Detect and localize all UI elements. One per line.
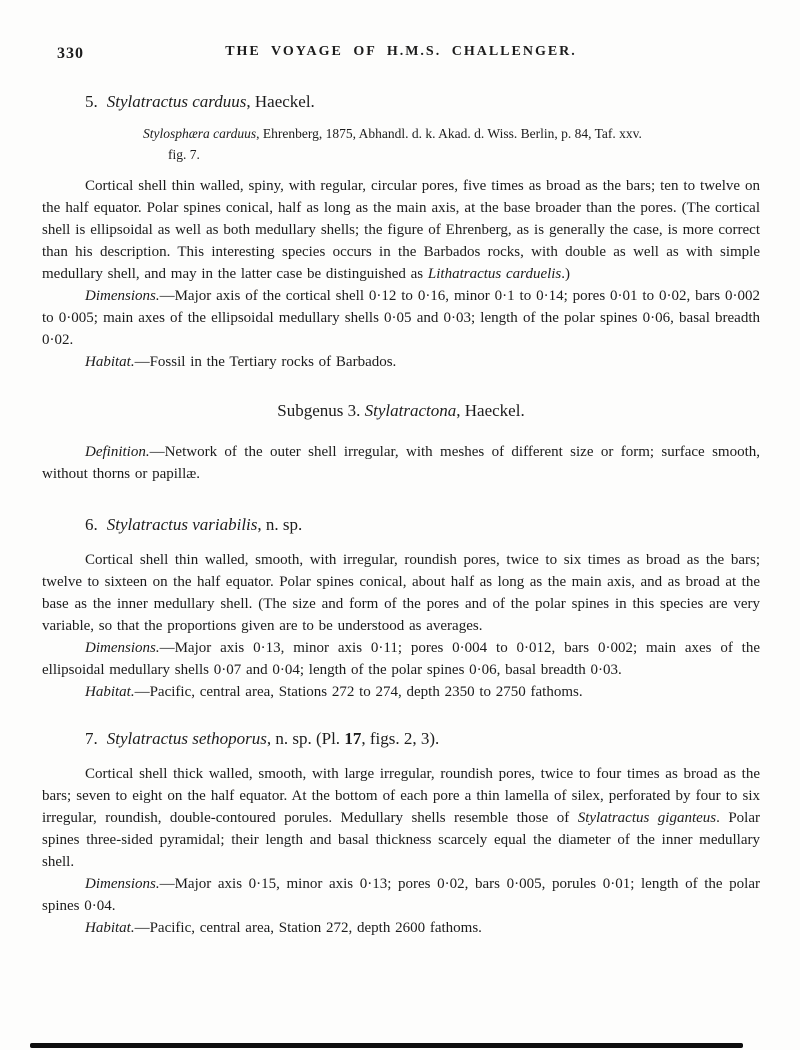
species-7-name: Stylatractus sethoporus — [106, 729, 267, 748]
dimensions-text: —Major axis 0·13, minor axis 0·11; pores 0·004 to 0·012, bars 0·002; main axes of the ellipsoidal medullary shells 0·07 and 0·04; length of the polar spines 0·06, basal breadth 0·03. — [42, 640, 760, 678]
species-6-heading — [42, 513, 760, 537]
dimensions-label: Dimensions. — [85, 876, 160, 892]
plate-number: 17 — [344, 729, 362, 748]
species-5-name: Stylatractus carduus — [106, 92, 247, 111]
description-text-end: . Polar spines three-sided pyramidal; their length and basal thickness scarcely equal the diameter of the inner medullary shell. — [42, 810, 760, 870]
species-5-dimensions — [42, 285, 760, 351]
species-7-plate-ref: , n. sp. (Pl. — [266, 729, 345, 748]
definition-text: —Network of the outer shell irregular, with meshes of different size or form; surface smooth, without thorns or papillæ. — [42, 444, 760, 482]
species-7-habitat — [42, 917, 760, 939]
description-text: Cortical shell thin walled, spiny, with regular, circular pores, five times as broad as the bars; ten to twelve on the half equator. Polar spines conical, half as long as the main axis, at the base broader than the pores. (The cortical shell is ellipsoidal as well as both medullary shells; the figure of Ehrenberg, as is generally the case, is more correct than his description. This interesting species occurs in the Barbados rocks, with double as well as with simple medullary shell, and may in the latter case be distinguished as — [42, 178, 760, 282]
scan-artifact-bar — [30, 1043, 743, 1048]
running-head: THE VOYAGE OF H.M.S. CHALLENGER. — [225, 44, 577, 59]
subgenus-definition — [42, 441, 760, 485]
habitat-text: —Fossil in the Tertiary rocks of Barbados. — [134, 354, 397, 370]
description-text-end: .) — [561, 266, 571, 282]
dimensions-label: Dimensions. — [85, 288, 160, 304]
page-header — [42, 44, 760, 64]
species-6-number: 6. — [85, 515, 98, 534]
species-5-habitat — [42, 351, 760, 373]
species-6-habitat — [42, 681, 760, 703]
description-text: Cortical shell thick walled, smooth, with large irregular, roundish pores, twice to four times as broad as the bars; seven to eight on the half equator. At the bottom of each pore a thin lamella of silex, perforated by four to six irregular, roundish, double-contoured porules. Medullary shells resemble those of — [42, 766, 760, 826]
dimensions-text: —Major axis of the cortical shell 0·12 to 0·16, minor 0·1 to 0·14; pores 0·01 to 0·02, bars 0·002 to 0·005; main axes of the ellipsoidal medullary shells 0·05 and 0·03; length of the polar spines 0·06, basal breadth 0·02. — [42, 288, 760, 348]
subgenus-author: , Haeckel. — [456, 401, 525, 420]
species-6-description: Cortical shell thin walled, smooth, with irregular, roundish pores, twice to six times as broad as the bars; twelve to sixteen on the half equator. Polar spines conical, about half as long as the main axis, and as broad at the base as the inner medullary shell. (The size and form of the pores and of the polar spines in this species are very variable, so that the proportions given are to be understood as averages. — [42, 552, 760, 634]
citation-line-1 — [143, 123, 760, 144]
page-number: 330 — [57, 45, 84, 62]
citation-line-2: fig. 7. — [168, 147, 200, 162]
species-7-dimensions — [42, 873, 760, 917]
species-5-author: , Haeckel. — [246, 92, 315, 111]
species-6-name: Stylatractus variabilis — [106, 515, 258, 534]
habitat-label: Habitat. — [85, 920, 135, 936]
referenced-species-name: Lithatractus carduelis — [427, 266, 562, 282]
referenced-species-name: Stylatractus giganteus — [577, 810, 717, 826]
definition-label: Definition. — [85, 444, 150, 460]
habitat-label: Habitat. — [85, 354, 135, 370]
dimensions-label: Dimensions. — [85, 640, 160, 656]
species-5-citation — [143, 123, 760, 165]
species-5-heading — [42, 90, 760, 114]
subgenus-label: Subgenus 3. — [277, 401, 361, 420]
species-5-description — [42, 175, 760, 285]
species-6-author: , n. sp. — [257, 515, 303, 534]
species-7-heading — [42, 727, 760, 751]
species-5-number: 5. — [85, 92, 98, 111]
habitat-text: —Pacific, central area, Station 272, depth 2600 fathoms. — [134, 920, 482, 936]
species-7-number: 7. — [85, 729, 98, 748]
species-6-dimensions — [42, 637, 760, 681]
subgenus-name: Stylatractona — [364, 401, 457, 420]
habitat-label: Habitat. — [85, 684, 135, 700]
subgenus-heading — [42, 399, 760, 423]
dimensions-text: —Major axis 0·15, minor axis 0·13; pores 0·02, bars 0·005, porules 0·01; length of the polar spines 0·04. — [42, 876, 760, 914]
citation-species-name: Stylosphæra carduus — [143, 126, 257, 141]
species-7-description — [42, 763, 760, 873]
habitat-text: —Pacific, central area, Stations 272 to 274, depth 2350 to 2750 fathoms. — [134, 684, 583, 700]
citation-reference: , Ehrenberg, 1875, Abhandl. d. k. Akad. d. Wiss. Berlin, p. 84, Taf. xxv. — [256, 126, 642, 141]
species-7-figs-ref: , figs. 2, 3). — [361, 729, 440, 748]
